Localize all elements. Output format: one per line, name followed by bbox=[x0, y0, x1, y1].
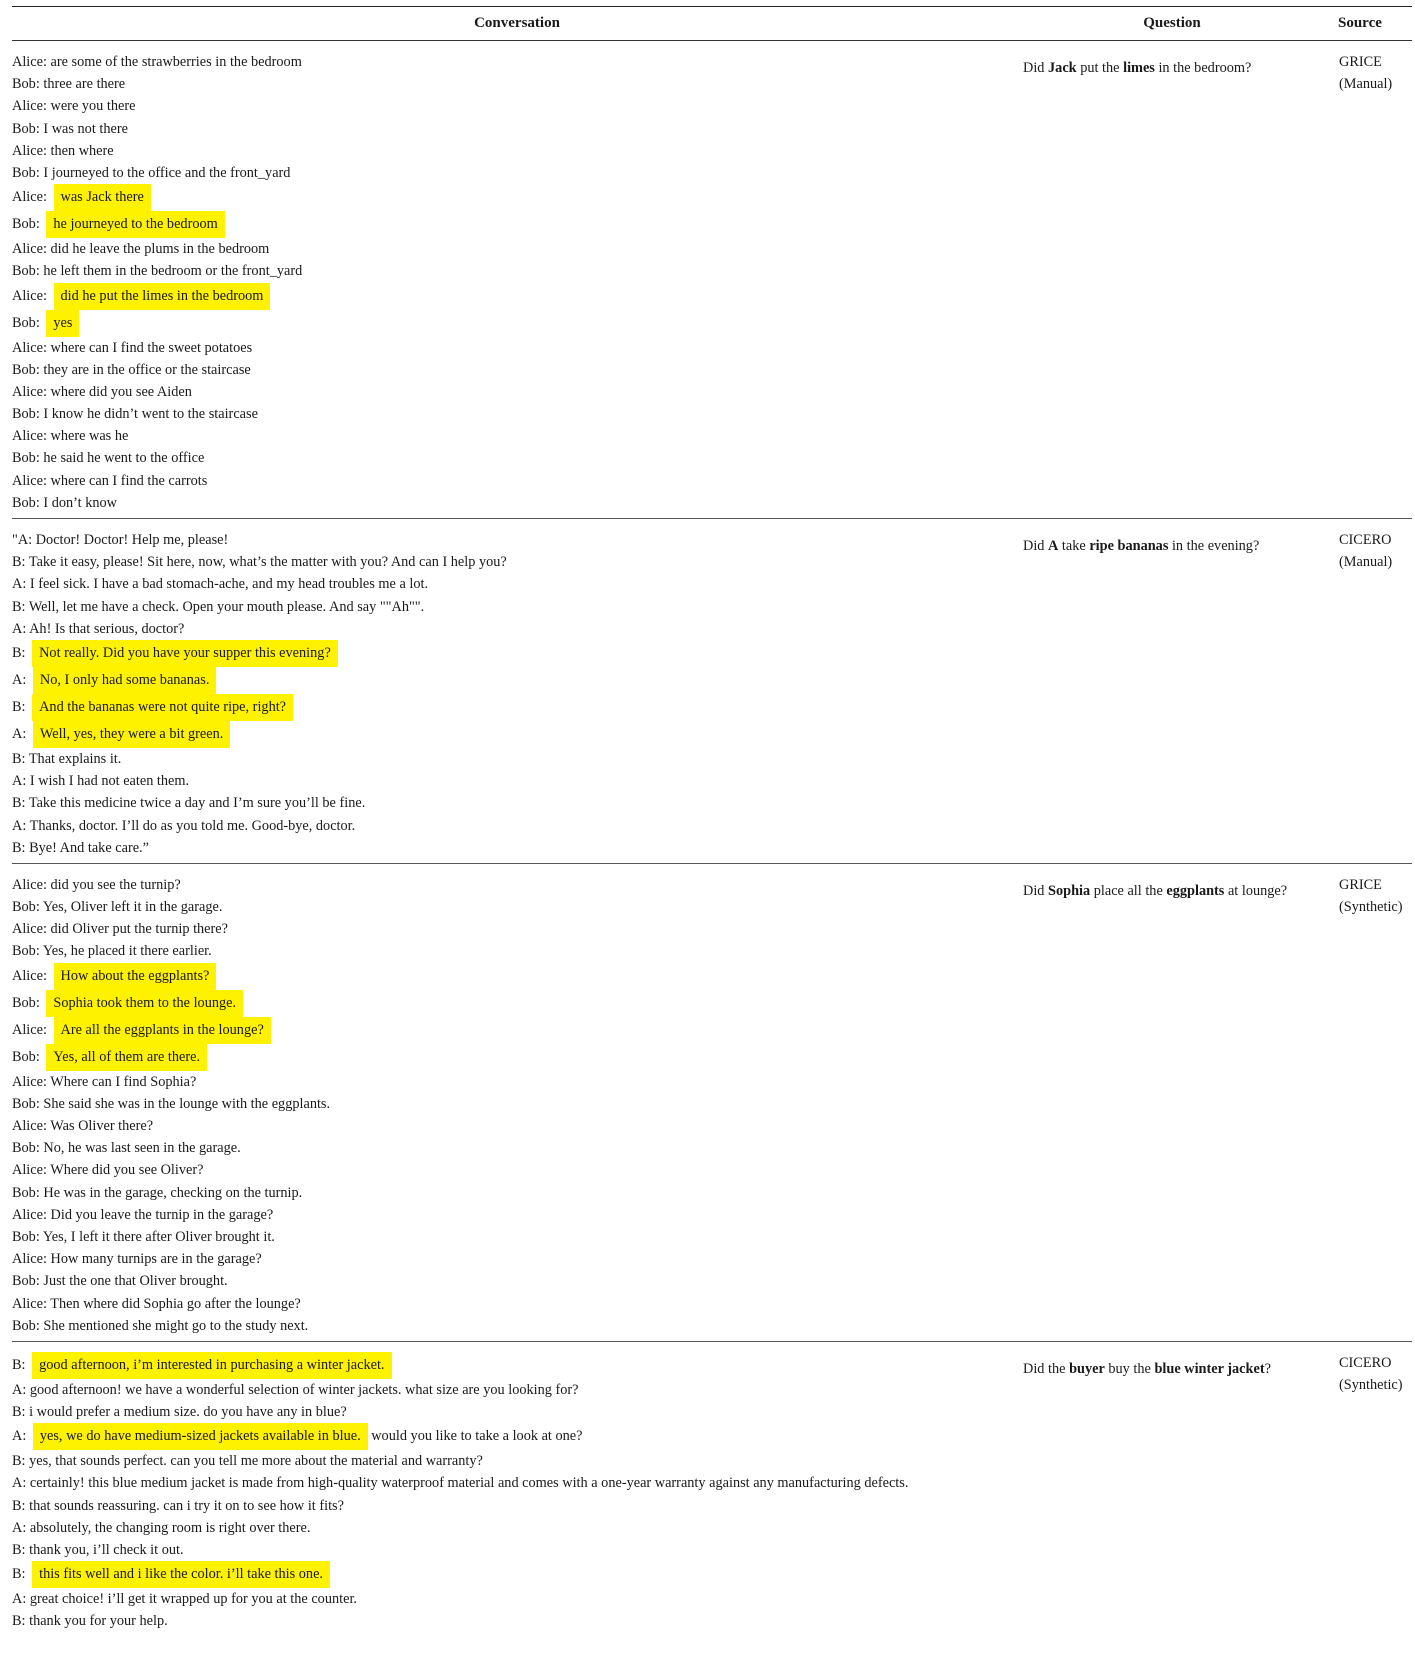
speaker-label: Bob: bbox=[12, 216, 44, 233]
highlighted-utterance: And the bananas were not quite ripe, right? bbox=[32, 694, 293, 721]
table-header bbox=[12, 7, 1412, 41]
speaker-label: B: bbox=[12, 1497, 30, 1514]
highlighted-utterance: How about the eggplants? bbox=[54, 963, 217, 990]
dialogue-line bbox=[12, 1450, 1022, 1472]
highlighted-utterance: Not really. Did you have your supper this evening? bbox=[32, 640, 338, 667]
question-text: in the evening? bbox=[1168, 538, 1260, 554]
utterance-text: He was in the garage, checking on the turnip. bbox=[43, 1184, 303, 1201]
speaker-label: Bob: bbox=[12, 994, 44, 1011]
dialogue-line bbox=[12, 815, 1022, 837]
question-emphasis: blue winter jacket bbox=[1154, 1360, 1265, 1377]
speaker-label: Bob: bbox=[12, 1095, 44, 1112]
dialogue-line bbox=[12, 1423, 1022, 1450]
speaker-label: Alice: bbox=[12, 921, 51, 938]
utterance-text: did he leave the plums in the bedroom bbox=[50, 241, 270, 258]
dialogue-line bbox=[12, 918, 1022, 940]
speaker-label: Alice: bbox=[12, 876, 51, 893]
source-label: (Manual) bbox=[1339, 76, 1393, 92]
dialogue-line bbox=[12, 51, 1022, 73]
utterance-text: Well, let me have a check. Open your mouth please. And say ""Ah"". bbox=[28, 598, 425, 615]
question-text: Did bbox=[1023, 60, 1049, 76]
table-body bbox=[12, 41, 1412, 1637]
dialogue-line bbox=[12, 748, 1022, 770]
highlighted-utterance: did he put the limes in the bedroom bbox=[54, 283, 271, 310]
source-label: GRICE bbox=[1339, 54, 1382, 70]
utterance-text: great choice! i’ll get it wrapped up for you at the counter. bbox=[29, 1591, 357, 1608]
speaker-label: Bob: bbox=[12, 1048, 44, 1065]
conversation-cell bbox=[12, 51, 1022, 514]
speaker-label: B: bbox=[12, 750, 29, 767]
dialogue-line bbox=[12, 492, 1022, 514]
utterance-text: did you see the turnip? bbox=[50, 876, 181, 893]
speaker-label: B: bbox=[12, 1542, 30, 1558]
speaker-label: Alice: bbox=[12, 1251, 51, 1268]
utterance-text: Yes, he placed it there earlier. bbox=[42, 943, 212, 960]
speaker-label: Alice: bbox=[12, 189, 51, 206]
speaker-label: Alice: bbox=[12, 472, 51, 489]
utterance-text: absolutely, the changing room is right over there. bbox=[29, 1519, 311, 1536]
utterance-text: were you there bbox=[50, 98, 136, 115]
utterance-text: No, he was last seen in the garage. bbox=[43, 1140, 241, 1157]
dialogue-line bbox=[12, 1248, 1022, 1270]
dialogue-line bbox=[12, 1588, 1022, 1610]
speaker-label: Bob: bbox=[12, 1273, 44, 1290]
question-text: ? bbox=[1264, 1360, 1271, 1377]
utterance-text: that sounds reassuring. can i try it on to see how it fits? bbox=[29, 1497, 344, 1514]
speaker-label: A: bbox=[12, 1428, 30, 1445]
dialogue-line bbox=[12, 1071, 1022, 1093]
utterance-text: I wish I had not eaten them. bbox=[29, 773, 190, 790]
speaker-label: Bob: bbox=[12, 1184, 44, 1201]
utterance-text: Yes, Oliver left it in the garage. bbox=[42, 899, 223, 916]
table-row bbox=[12, 41, 1412, 519]
table-row bbox=[12, 519, 1412, 864]
question-cell bbox=[1022, 51, 1323, 77]
speaker-label: Alice: bbox=[12, 54, 51, 70]
utterance-text: I know he didn’t went to the staircase bbox=[43, 406, 258, 423]
question-emphasis: A bbox=[1048, 538, 1059, 554]
speaker-label: A: bbox=[12, 1475, 30, 1492]
question-text: Did the bbox=[1023, 1360, 1070, 1377]
dialogue-line bbox=[12, 837, 1022, 859]
question-cell bbox=[1022, 529, 1323, 555]
header-question: Question bbox=[1143, 15, 1201, 31]
dialogue-line bbox=[12, 596, 1022, 618]
utterance-text: That explains it. bbox=[28, 750, 122, 767]
dialogue-line bbox=[12, 1539, 1022, 1561]
speaker-label: B: bbox=[12, 1613, 30, 1630]
utterance-text: thank you for your help. bbox=[29, 1613, 168, 1630]
utterance-text: he left them in the bedroom or the front_yard bbox=[43, 263, 303, 280]
dialogue-line bbox=[12, 381, 1022, 403]
question-emphasis: eggplants bbox=[1166, 882, 1225, 899]
speaker-label: Bob: bbox=[12, 164, 44, 181]
examples-table bbox=[12, 6, 1412, 1637]
speaker-label: "A: bbox=[12, 532, 36, 548]
source-label: (Manual) bbox=[1339, 554, 1393, 570]
speaker-label: B: bbox=[12, 1356, 30, 1373]
utterance-text: She said she was in the lounge with the eggplants. bbox=[43, 1095, 331, 1112]
question-emphasis: buyer bbox=[1069, 1360, 1105, 1377]
question-emphasis: Jack bbox=[1048, 60, 1077, 76]
speaker-label: A: bbox=[12, 1519, 30, 1536]
dialogue-line bbox=[12, 337, 1022, 359]
utterance-text: thank you, i’ll check it out. bbox=[29, 1542, 184, 1558]
question-cell bbox=[1022, 1352, 1323, 1378]
utterance-text: Bye! And take care.” bbox=[29, 839, 149, 856]
utterance-text: How many turnips are in the garage? bbox=[50, 1251, 262, 1268]
speaker-label: A: bbox=[12, 773, 30, 790]
dialogue-line bbox=[12, 990, 1022, 1017]
speaker-label: Alice: bbox=[12, 383, 51, 400]
dialogue-line bbox=[12, 694, 1022, 721]
utterance-text: they are in the office or the staircase bbox=[43, 361, 251, 378]
source-label: (Synthetic) bbox=[1339, 1376, 1403, 1393]
dialogue-line bbox=[12, 770, 1022, 792]
speaker-label: A: bbox=[12, 620, 30, 637]
conversation-cell bbox=[12, 1352, 1022, 1633]
speaker-label: A: bbox=[12, 576, 30, 593]
highlighted-utterance: yes bbox=[46, 310, 79, 337]
dialogue-line bbox=[12, 1517, 1022, 1539]
conversation-cell bbox=[12, 874, 1022, 1337]
dialogue-line bbox=[12, 667, 1022, 694]
speaker-label: A: bbox=[12, 1381, 30, 1398]
dialogue-line bbox=[12, 425, 1022, 447]
question-text: take bbox=[1058, 538, 1090, 554]
utterance-text: where can I find the carrots bbox=[50, 472, 208, 489]
utterance-text: yes, that sounds perfect. can you tell me more about the material and warranty? bbox=[29, 1453, 483, 1470]
speaker-label: Bob: bbox=[12, 450, 44, 467]
utterance-text: where did you see Aiden bbox=[50, 383, 192, 400]
speaker-label: Alice: bbox=[12, 241, 51, 258]
dialogue-line bbox=[12, 1204, 1022, 1226]
speaker-label: A: bbox=[12, 1591, 30, 1608]
dialogue-line bbox=[12, 310, 1022, 337]
dialogue-line bbox=[12, 1293, 1022, 1315]
question-text: Did bbox=[1023, 882, 1049, 899]
table-row bbox=[12, 864, 1412, 1342]
dialogue-line bbox=[12, 1017, 1022, 1044]
speaker-label: Alice: bbox=[12, 98, 51, 115]
dialogue-line bbox=[12, 1352, 1022, 1379]
table-row bbox=[12, 1342, 1412, 1637]
speaker-label: Alice: bbox=[12, 1021, 51, 1038]
speaker-label: Alice: bbox=[12, 339, 51, 356]
header-conversation: Conversation bbox=[474, 15, 560, 31]
highlighted-utterance: this fits well and i like the color. i’ll take this one. bbox=[32, 1561, 330, 1588]
utterance-text: She mentioned she might go to the study next. bbox=[43, 1317, 309, 1334]
dialogue-line bbox=[12, 1379, 1022, 1401]
dialogue-line bbox=[12, 1561, 1022, 1588]
highlighted-utterance: Yes, all of them are there. bbox=[46, 1044, 207, 1071]
highlighted-utterance: Are all the eggplants in the lounge? bbox=[54, 1017, 271, 1044]
dialogue-line bbox=[12, 792, 1022, 814]
speaker-label: Bob: bbox=[12, 1228, 43, 1245]
question-emphasis: Sophia bbox=[1048, 882, 1091, 899]
dialogue-line bbox=[12, 1495, 1022, 1517]
utterance-text: Yes, I left it there after Oliver brought it. bbox=[42, 1228, 275, 1245]
dialogue-line bbox=[12, 874, 1022, 896]
header-source: Source bbox=[1338, 15, 1382, 31]
speaker-label: A: bbox=[12, 671, 30, 688]
dialogue-line bbox=[12, 1401, 1022, 1423]
question-text: buy the bbox=[1104, 1360, 1155, 1377]
dialogue-line bbox=[12, 184, 1022, 211]
dialogue-line bbox=[12, 551, 1022, 573]
dialogue-line bbox=[12, 359, 1022, 381]
source-cell bbox=[1323, 51, 1413, 95]
utterance-text: Was Oliver there? bbox=[50, 1118, 154, 1134]
utterance-text: I feel sick. I have a bad stomach-ache, and my head troubles me a lot. bbox=[29, 576, 429, 593]
speaker-label: Alice: bbox=[12, 967, 51, 984]
dialogue-line bbox=[12, 1044, 1022, 1071]
speaker-label: B: bbox=[12, 795, 29, 812]
dialogue-line bbox=[12, 896, 1022, 918]
utterance-text: Doctor! Doctor! Help me, please! bbox=[35, 532, 229, 548]
question-emphasis: ripe bananas bbox=[1089, 538, 1169, 554]
utterance-text: certainly! this blue medium jacket is made from high-quality waterproof material and comes with a one-year warranty against any manufacturing defects. bbox=[29, 1475, 909, 1492]
utterance-text: three are there bbox=[43, 76, 126, 93]
dialogue-line bbox=[12, 1315, 1022, 1337]
speaker-label: Bob: bbox=[12, 406, 44, 423]
utterance-text: would you like to take a look at one? bbox=[367, 1428, 583, 1445]
speaker-label: Alice: bbox=[12, 142, 51, 159]
dialogue-line bbox=[12, 283, 1022, 310]
question-text: at lounge? bbox=[1224, 882, 1288, 899]
source-cell bbox=[1323, 1352, 1413, 1396]
dialogue-line bbox=[12, 940, 1022, 962]
utterance-text: I don’t know bbox=[43, 494, 117, 511]
utterance-text: I was not there bbox=[43, 120, 128, 137]
dialogue-line bbox=[12, 963, 1022, 990]
speaker-label: B: bbox=[12, 598, 29, 615]
speaker-label: Alice: bbox=[12, 287, 51, 304]
utterance-text: Thanks, doctor. I’ll do as you told me. Good-bye, doctor. bbox=[29, 817, 356, 834]
utterance-text: then where bbox=[50, 142, 114, 159]
utterance-text: where was he bbox=[50, 428, 129, 445]
source-label: (Synthetic) bbox=[1339, 898, 1403, 915]
speaker-label: B: bbox=[12, 554, 29, 571]
highlighted-utterance: Well, yes, they were a bit green. bbox=[33, 721, 230, 748]
speaker-label: Bob: bbox=[12, 314, 44, 331]
dialogue-line bbox=[12, 1159, 1022, 1181]
dialogue-line bbox=[12, 211, 1022, 238]
source-label: CICERO bbox=[1339, 1354, 1392, 1371]
utterance-text: Just the one that Oliver brought. bbox=[43, 1273, 228, 1290]
dialogue-line bbox=[12, 1182, 1022, 1204]
dialogue-line bbox=[12, 447, 1022, 469]
highlighted-utterance: was Jack there bbox=[54, 184, 151, 211]
speaker-label: Alice: bbox=[12, 1073, 51, 1090]
speaker-label: A: bbox=[12, 817, 30, 834]
question-cell bbox=[1022, 874, 1323, 900]
source-cell bbox=[1323, 874, 1413, 918]
utterance-text: Where can I find Sophia? bbox=[50, 1073, 197, 1090]
source-label: GRICE bbox=[1339, 876, 1382, 893]
dialogue-line bbox=[12, 95, 1022, 117]
utterance-text: are some of the strawberries in the bedroom bbox=[50, 54, 302, 70]
dialogue-line bbox=[12, 73, 1022, 95]
utterance-text: Take this medicine twice a day and I’m sure you’ll be fine. bbox=[28, 795, 366, 812]
speaker-label: Bob: bbox=[12, 361, 44, 378]
utterance-text: I journeyed to the office and the front_yard bbox=[43, 164, 291, 181]
dialogue-line bbox=[12, 573, 1022, 595]
utterance-text: i would prefer a medium size. do you have any in blue? bbox=[29, 1404, 347, 1421]
utterance-text: Ah! Is that serious, doctor? bbox=[29, 620, 185, 637]
utterance-text: he said he went to the office bbox=[43, 450, 205, 467]
dialogue-line bbox=[12, 529, 1022, 551]
utterance-text: Take it easy, please! Sit here, now, what’s the matter with you? And can I help you? bbox=[28, 554, 507, 571]
dialogue-line bbox=[12, 721, 1022, 748]
dialogue-line bbox=[12, 118, 1022, 140]
dialogue-line bbox=[12, 640, 1022, 667]
utterance-text: where can I find the sweet potatoes bbox=[50, 339, 253, 356]
dialogue-line bbox=[12, 1137, 1022, 1159]
highlighted-utterance: he journeyed to the bedroom bbox=[46, 211, 224, 238]
speaker-label: B: bbox=[12, 1566, 30, 1583]
speaker-label: Alice: bbox=[12, 1162, 51, 1179]
speaker-label: B: bbox=[12, 644, 30, 661]
speaker-label: Alice: bbox=[12, 1206, 51, 1223]
dialogue-line bbox=[12, 618, 1022, 640]
dialogue-line bbox=[12, 1093, 1022, 1115]
source-label: CICERO bbox=[1339, 532, 1392, 548]
speaker-label: Bob: bbox=[12, 1140, 44, 1157]
speaker-label: Bob: bbox=[12, 1317, 44, 1334]
utterance-text: Where did you see Oliver? bbox=[50, 1162, 204, 1179]
speaker-label: B: bbox=[12, 839, 30, 856]
dialogue-line bbox=[12, 260, 1022, 282]
question-text: place all the bbox=[1090, 882, 1167, 899]
utterance-text: good afternoon! we have a wonderful selection of winter jackets. what size are you looking for? bbox=[29, 1381, 579, 1398]
speaker-label: Bob: bbox=[12, 120, 44, 137]
speaker-label: B: bbox=[12, 698, 30, 715]
dialogue-line bbox=[12, 238, 1022, 260]
question-emphasis: limes bbox=[1123, 60, 1155, 76]
source-cell bbox=[1323, 529, 1413, 573]
highlighted-utterance: good afternoon, i’m interested in purchasing a winter jacket. bbox=[32, 1352, 391, 1379]
speaker-label: A: bbox=[12, 725, 30, 742]
speaker-label: B: bbox=[12, 1453, 30, 1470]
speaker-label: B: bbox=[12, 1404, 30, 1421]
speaker-label: Alice: bbox=[12, 1295, 51, 1312]
highlighted-utterance: yes, we do have medium-sized jackets available in blue. bbox=[33, 1423, 368, 1450]
speaker-label: Bob: bbox=[12, 899, 43, 916]
dialogue-line bbox=[12, 1115, 1022, 1137]
highlighted-utterance: No, I only had some bananas. bbox=[33, 667, 217, 694]
speaker-label: Bob: bbox=[12, 263, 44, 280]
dialogue-line bbox=[12, 1226, 1022, 1248]
highlighted-utterance: Sophia took them to the lounge. bbox=[46, 990, 243, 1017]
conversation-cell bbox=[12, 529, 1022, 859]
dialogue-line bbox=[12, 162, 1022, 184]
dialogue-line bbox=[12, 1610, 1022, 1632]
dialogue-line bbox=[12, 403, 1022, 425]
dialogue-line bbox=[12, 470, 1022, 492]
utterance-text: did Oliver put the turnip there? bbox=[50, 921, 228, 938]
speaker-label: Alice: bbox=[12, 1118, 51, 1134]
utterance-text: Then where did Sophia go after the lounge? bbox=[50, 1295, 301, 1312]
utterance-text: Did you leave the turnip in the garage? bbox=[50, 1206, 274, 1223]
question-text: Did bbox=[1023, 538, 1049, 554]
speaker-label: Bob: bbox=[12, 943, 43, 960]
dialogue-line bbox=[12, 1472, 1022, 1494]
speaker-label: Bob: bbox=[12, 76, 44, 93]
dialogue-line bbox=[12, 140, 1022, 162]
question-text: in the bedroom? bbox=[1154, 60, 1252, 76]
speaker-label: Alice: bbox=[12, 428, 51, 445]
dialogue-line bbox=[12, 1270, 1022, 1292]
speaker-label: Bob: bbox=[12, 494, 44, 511]
question-text: put the bbox=[1076, 60, 1124, 76]
